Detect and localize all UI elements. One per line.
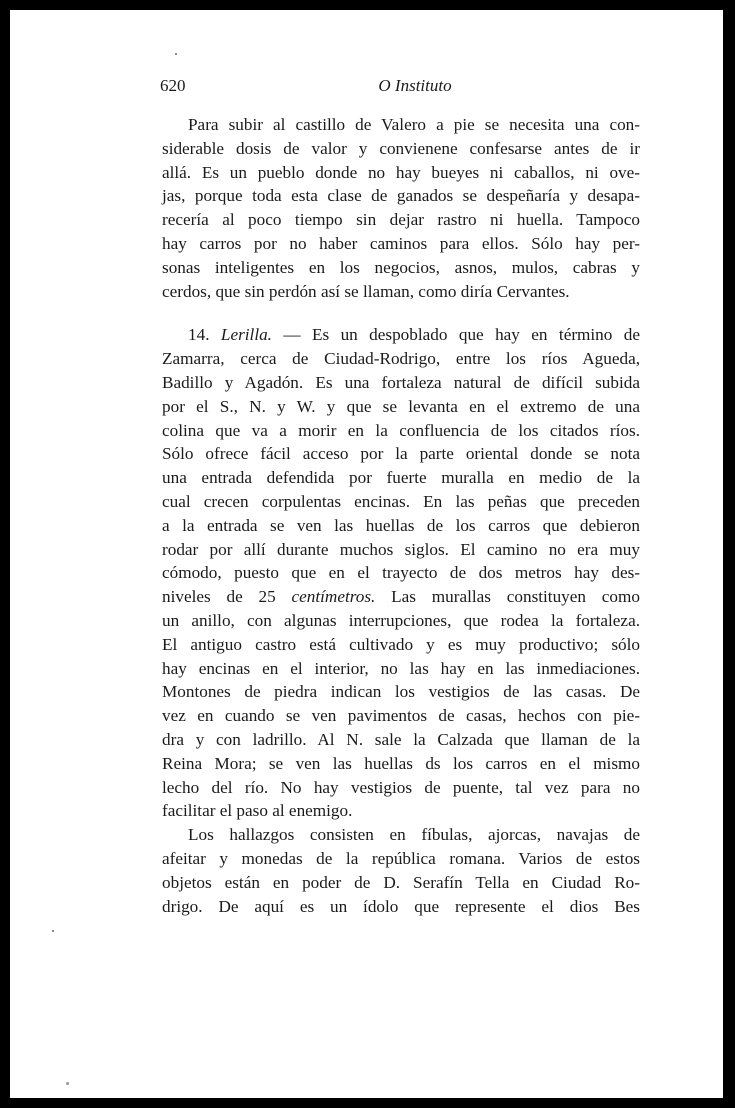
mixed-line-before: niveles de 25 bbox=[162, 587, 292, 607]
text-line: vez en cuando se ven pavimentos de casas, hechos con pie- bbox=[162, 706, 640, 726]
text-line: sonas inteligentes en los negocios, asnos, mulos, cabras y bbox=[162, 257, 640, 277]
mixed-line-italic: centímetros. bbox=[291, 587, 376, 607]
text-line: hay carros por no haber caminos para ellos. Sólo hay per- bbox=[162, 233, 640, 253]
book-page bbox=[10, 10, 723, 1098]
journal-title: O Instituto bbox=[378, 76, 452, 95]
mixed-line-after: Las murallas constituyen como bbox=[375, 587, 640, 607]
text-line: cual crecen corpulentas encinas. En las peñas que preceden bbox=[162, 491, 640, 511]
text-line: Para subir al castillo de Valero a pie se necesita una con- bbox=[188, 115, 640, 134]
text-line: Badillo y Agadón. Es una fortaleza natural de difícil subida bbox=[162, 372, 640, 392]
scan-speck bbox=[66, 1082, 69, 1085]
section-number: 14. bbox=[188, 325, 210, 345]
paragraph-lerilla bbox=[162, 323, 640, 823]
text-line: cerdos, que sin perdón así se llaman, como diría Cervantes. bbox=[162, 281, 570, 301]
text-line: allá. Es un pueblo donde no hay bueyes ni caballos, ni ove- bbox=[162, 162, 640, 182]
running-head bbox=[160, 76, 640, 106]
text-line: recería al poco tiempo sin dejar rastro ni huella. Tampoco bbox=[162, 210, 640, 230]
paragraph-hallazgos bbox=[162, 823, 640, 918]
paragraph-valero bbox=[162, 113, 640, 303]
text-line: Zamarra, cerca de Ciudad-Rodrigo, entre los ríos Agueda, bbox=[162, 349, 640, 369]
text-line: rodar por allí durante muchos siglos. El camino no era muy bbox=[162, 539, 640, 559]
text-line: objetos están en poder de D. Serafín Tella en Ciudad Ro- bbox=[162, 872, 640, 892]
text-line: afeitar y monedas de la república romana. Varios de estos bbox=[162, 848, 640, 868]
heading-line-rest: — Es un despoblado que hay en término de bbox=[283, 325, 640, 345]
text-line: un anillo, con algunas interrupciones, que rodea la fortaleza. bbox=[162, 610, 640, 630]
text-line: colina que va a morir en la confluencia de los citados ríos. bbox=[162, 420, 640, 440]
text-line: Los hallazgos consisten en fíbulas, ajorcas, navajas de bbox=[188, 825, 640, 845]
text-line: por el S., N. y W. y que se levanta en el extremo de una bbox=[162, 396, 640, 416]
text-line: cómodo, puesto que en el trayecto de dos metros hay des- bbox=[162, 563, 640, 583]
paragraph-spacer bbox=[162, 303, 640, 323]
text-line: El antiguo castro está cultivado y es muy productivo; sólo bbox=[162, 634, 640, 654]
text-line: una entrada defendida por fuerte muralla en medio de la bbox=[162, 468, 640, 488]
text-line: siderable dosis de valor y convienene confesarse antes de ir bbox=[162, 138, 640, 158]
text-line bbox=[162, 323, 640, 347]
text-line: hay encinas en el interior, no las hay en las inmediaciones. bbox=[162, 658, 640, 678]
scan-speck bbox=[175, 53, 177, 55]
text-line: drigo. De aquí es un ídolo que represente el dios Bes bbox=[162, 896, 640, 916]
text-line: lecho del río. No hay vestigios de puente, tal vez para no bbox=[162, 777, 640, 797]
text-line: dra y con ladrillo. Al N. sale la Calzada que llaman de la bbox=[162, 729, 640, 749]
section-heading: Lerilla. bbox=[220, 325, 272, 345]
scan-speck bbox=[52, 930, 54, 932]
text-line: Reina Mora; se ven las huellas ds los carros en el mismo bbox=[162, 753, 640, 773]
text-line: facilitar el paso al enemigo. bbox=[162, 801, 353, 821]
text-line: Montones de piedra indican los vestigios de las casas. De bbox=[162, 682, 640, 702]
text-line: a la entrada se ven las huellas de los carros que debieron bbox=[162, 515, 640, 535]
text-line: Sólo ofrece fácil acceso por la parte oriental donde se nota bbox=[162, 444, 640, 464]
page-number: 620 bbox=[160, 76, 186, 95]
text-line: jas, porque toda esta clase de ganados se despeñaría y desapa- bbox=[162, 186, 640, 206]
text-line bbox=[162, 585, 640, 609]
body-text bbox=[162, 113, 640, 918]
